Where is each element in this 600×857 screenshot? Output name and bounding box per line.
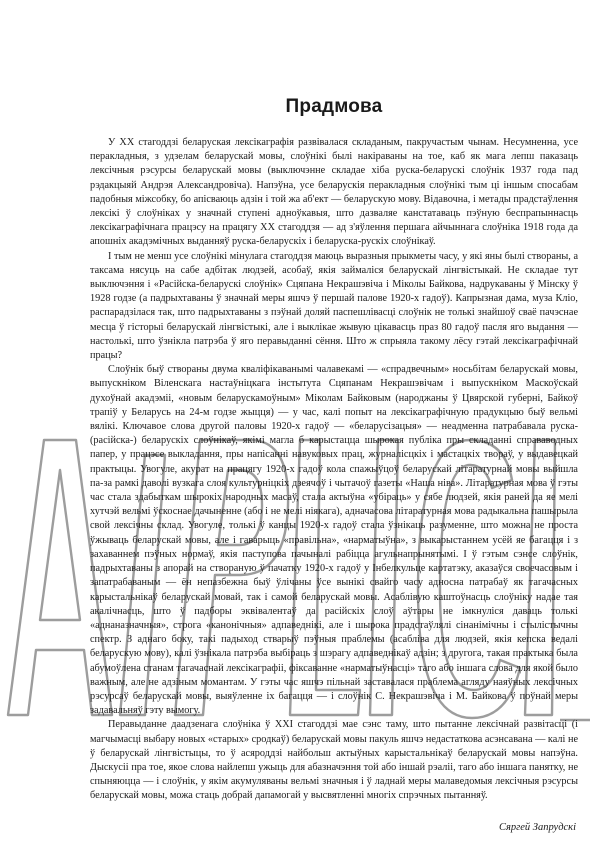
- paragraph-4: Перавыданне даадзенага слоўніка ў XXI стагоддзі мае сэнс таму, што пытанне лексічнай развітасці (і магчымасці выбару новых «старых» сродкаў) беларускай мовы пакуль яшчэ недастаткова асэнсавана — калі не ў беларускай лінгвістыцы, то ў асяроддзі найбольш актыўных карыстальнікаў беларускай мовы напэўна. Дыскусіі пра тое, якое слова найлепш ужыць для абазначэння той або іншай рэаліі, таго або іншага панятку, не спыняюцца — і слоўнік, у якім акумуляваны вельмі значныя і ў ладнай меры малаведомыя лексічныя рэсурсы беларускай мовы, можа стаць добрай дапамогай у высвятленні многіх спрэчных пытанняў.: [90, 719, 578, 802]
- author-signature: Сяргей Запрудскі: [498, 821, 576, 833]
- paragraph-3: Слоўнік быў створаны двума кваліфікаванымі чалавекамі — «спрадвечным» носьбітам беларускай мовы, выпускніком Віленскага настаўніцкага інстытута Сцяпанам Некрашэвічам і выпускніком Маскоўскай духоўнай акадэміі, «новым беларускамоўным» Міколам Байковым (народжаны ў Цвярской губерні, Байкоў трапіў у Беларусь на 24-м годзе жыцця) — у час, калі попыт на лексікаграфічную прадукцыю быў вельмі вялікі. Ключавое слова другой паловы 1920-х гадоў — «беларусізацыя» — неадменна патрабавала руска- (расійска-) беларускіх слоўнікаў, якімі магла б карыстацца шырокая публіка пры складанні справаводных папер, у працэсе выкладання, пры напісанні навуковых прац, журналісцкіх і мастацкіх твораў, у выдавецкай практыцы. Увогуле, акурат на працягу 1920-х гадоў кола спажыўцоў беларускай літаратурнай мовы выйшла па-за рамкі даволі вузкага слоя культурніцкіх дзеячоў і чытачоў газеты «Наша ніва». Літаратурная мова ў гэты час стала здабыткам шырокіх народных масаў, стала актыўна «убіраць» у сябе людзей, якія раней да яе мелі хутчэй вельмі ўскоснае дачыненне (або і не мелі ніякага), адначасова літаратурная мова радыкальна пашырыла свой лексічны склад. Увогуле, толькі ў канцы 1920-х гадоў стала ўзнікаць разуменне, што можна не проста ўжываць беларускай мовы, але і гаварыць «правільна», «нарматыўна», з выкарыстаннем усёй яе багацця і з захаваннем пэўных нормаў, якія паступова пачыналі рабіцца агульнапрынятымі. І ў гэтым сэнсе слоўнік, падрыхтаваны з апорай на створаную ў пачатку 1920-х гадоў у Інбелкульце картатэку, аказаўся своечасовым і запатрабаваным — ён непазбежна быў ўлічаны ўсе вынікі свайго часу адносна патрабаў як тагачасных карыстальнікаў беларускай мовай, так і самой беларускай мовы. Асаблівую каштоўнасць слоўніку надае тая акалічнасць, што ў падборы эквівалентаў да расійскіх слоў аўтары не імкнуліся даваць толькі «аднаназначныя», строга «канонічныя» адпаведнікі, але і шырока прадстаўлялі сінанімічны і стылістычны спектр. З аднаго боку, такі падыход стварыў пэўныя праблемы (асабліва для людзей, якія кепска ведалі беларускую мову), калі ўзнікала патрэба выбіраць з шэрагу адпаведнікаў адзін; з другога, такая практыка была абумоўлена станам тагачаснай лексікаграфіі, фіксаванне «нарматыўнасці» таго або іншага слова для якой было важным, але не адзіным момантам. У гэты час яшчэ пільнай заставалася праблема агляду наяўных лексічных рэсурсаў беларускай мовы, выяўленне іх багацця — і слоўнік С. Некрашэвіча і М. Байкова ў поўнай меры задавальняў гэту вымогу.: [90, 364, 578, 717]
- page-title: Прадмова: [285, 96, 383, 117]
- document-page: [90, 96, 578, 833]
- paragraph-2: І тым не менш усе слоўнікі мінулага стагоддзя маюць выразныя прыкметы часу, у які яны былі створаны, а таксама нясуць на сабе адбітак людзей, асобаў, якія займаліся беларускай лінгвістыкай. Не складае тут выключэння і «Расійска-беларускі слоўнік» Сцяпана Некрашэвіча і Міколы Байкова, надрукаваны ў Мінску ў 1928 годзе (а падрыхтаваны ў значнай меры яшчэ ў першай палове 1920-х гадоў). Капрызная дама, муза Кліо, распарадзілася так, што падрыхтаваны з пэўнай доляй паспешлівасці слоўнік не толькі знайшоў сваё пачэснае месца ў гісторыі беларускай лінгвістыкі, але і выклікае жывую цікавасць праз 80 гадоў пасля яго выдання — настолькі, што ўзнікла патрэба ў яго перавыданні сёння. Што ж спрыяла такому лёсу гэтай лексікаграфічнай працы?: [90, 250, 578, 362]
- paragraph-1: У XX стагоддзі беларуская лексікаграфія развівалася складаным, пакручастым чынам. Несумненна, усе перакладныя, з удзелам беларускай мовы, слоўнікі былі накіраваны на тое, каб як мага лепш паказаць лексічныя рэсурсы беларускай мовы (выключэнне складае хіба руска-беларускі слоўнік 1937 года пад рэдакцыяй Андрэя Александровіча). Напэўна, усе беларускія перакладныя слоўнікі тым ці іншым спосабам падобныя міжсобку, бо апісваюць адзін і той жа аб'ект — беларускую мову. Відавочна, і метады прадстаўлення лексікі ў слоўніках у значнай ступені адноўкавыя, што дазваляе канстатаваць пэўную беспрапыннасць лексікаграфічнага працэсу на працягу XX стагоддзя — ад з'яўлення першага айчыннага слоўніка 1918 года да апошніх акадэмічных выданняў руска-беларускіх і беларуска-рускіх слоўнікаў.: [90, 137, 578, 248]
